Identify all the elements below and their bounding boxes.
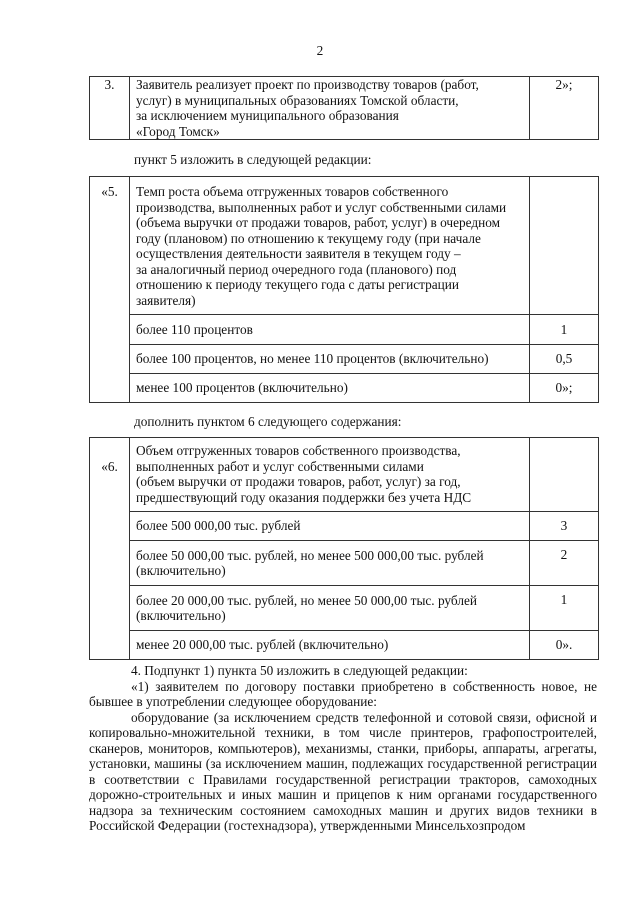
- instruction-paragraph: пункт 5 изложить в следующей редакции:: [134, 152, 372, 167]
- score-value: 1: [530, 315, 599, 345]
- table-row: [90, 512, 599, 541]
- score-value: 1: [530, 586, 599, 631]
- text-line: за исключением муниципального образования: [136, 108, 399, 123]
- score-value: 3: [530, 512, 599, 541]
- score-value-empty: [530, 177, 599, 315]
- text-line: (объема выручки от продажи товаров, работ, услуг) в очередном: [136, 215, 501, 230]
- score-value: 0».: [530, 631, 599, 660]
- score-value: 2»;: [530, 77, 599, 140]
- score-value: 2: [530, 541, 599, 586]
- table-row: [90, 345, 599, 374]
- row-number: «6.: [90, 438, 130, 660]
- table-row: [90, 541, 599, 586]
- text-line: «Город Томск»: [136, 123, 220, 139]
- page-number: 2: [316, 43, 324, 58]
- score-value: 0»;: [530, 374, 599, 403]
- criterion-text: [130, 77, 530, 140]
- table-row: [90, 77, 599, 140]
- table-row: [90, 586, 599, 631]
- score-value-empty: [530, 438, 599, 512]
- criteria-table-item-6: [89, 437, 599, 660]
- text-line: более 20 000,00 тыс. рублей, но менее 50 000,00 тыс. рублей: [136, 592, 477, 608]
- instruction-paragraph: дополнить пунктом 6 следующего содержания:: [134, 414, 402, 429]
- score-value: 0,5: [530, 345, 599, 374]
- text-line: (включительно): [136, 563, 226, 578]
- row-number: «5.: [90, 177, 130, 403]
- table-row: [90, 438, 599, 512]
- body-paragraph: 4. Подпункт 1) пункта 50 изложить в следующей редакции:: [131, 663, 468, 678]
- option-text: более 500 000,00 тыс. рублей: [130, 512, 530, 541]
- text-line: заявителя): [136, 292, 196, 308]
- option-text: менее 20 000,00 тыс. рублей (включительно): [130, 631, 530, 660]
- text-line: осуществления деятельности заявителя в текущем году –: [136, 246, 461, 261]
- criteria-table-item-5: [89, 176, 599, 403]
- option-text: более 110 процентов: [130, 315, 530, 345]
- table-row: [90, 315, 599, 345]
- text-line: услуг) в муниципальных образованиях Томской области,: [136, 92, 459, 108]
- criterion-header: [130, 438, 530, 512]
- text-line: (объем выручки от продажи товаров, работ, услуг) за год,: [136, 474, 461, 489]
- criterion-header: [130, 177, 530, 315]
- text-line: производства, выполненных работ и услуг собственными силами: [136, 199, 507, 215]
- text-line: более 50 000,00 тыс. рублей, но менее 500 000,00 тыс. рублей: [136, 547, 484, 563]
- row-number: 3.: [90, 77, 130, 140]
- table-row: [90, 177, 599, 315]
- body-paragraph: «1) заявителем по договору поставки приобретено в собственность новое, не бывшее в употреблении следующее оборудование:: [89, 678, 597, 709]
- table-row: [90, 374, 599, 403]
- option-text: менее 100 процентов (включительно): [130, 374, 530, 403]
- text-line: Темп роста объема отгруженных товаров собственного: [136, 184, 449, 199]
- option-text: [130, 586, 530, 631]
- text-line: предшествующий году оказания поддержки без учета НДС: [136, 489, 472, 505]
- text-line: Объем отгруженных товаров собственного производства,: [136, 443, 461, 458]
- body-text: [89, 663, 597, 834]
- text-line: Заявитель реализует проект по производству товаров (работ,: [136, 77, 479, 92]
- text-line: (включительно): [136, 608, 226, 623]
- text-line: году (плановом) по отношению к текущему году (при начале: [136, 230, 481, 246]
- text-line: отношению к периоду текущего года с даты регистрации: [136, 277, 460, 292]
- option-text: более 100 процентов, но менее 110 процентов (включительно): [130, 345, 530, 374]
- text-line: выполненных работ и услуг собственными силами: [136, 458, 424, 474]
- text-line: за аналогичный период очередного года (планового) под: [136, 261, 457, 277]
- table-row: [90, 631, 599, 660]
- criteria-table-row-3: [89, 76, 599, 140]
- option-text: [130, 541, 530, 586]
- body-paragraph: оборудование (за исключением средств телефонной и сотовой связи, офисной и копировально-множительной техники, в том числе принтеров, графопостроителей, сканеров, мониторов, компьютеров), механизмы, станки, приборы, аппараты, агрегаты, установки, машины (за исключением машин, подлежащих государственной регистрации в соответствии с Правилами государственной регистрации тракторов, самоходных дорожно-строительных и иных машин и прицепов к ним органами государственного надзора за техническим состоянием самоходных машин и других видов техники в Российской Федерации (гостехнадзора), утвержденными Минсельхозпродом: [89, 709, 597, 833]
